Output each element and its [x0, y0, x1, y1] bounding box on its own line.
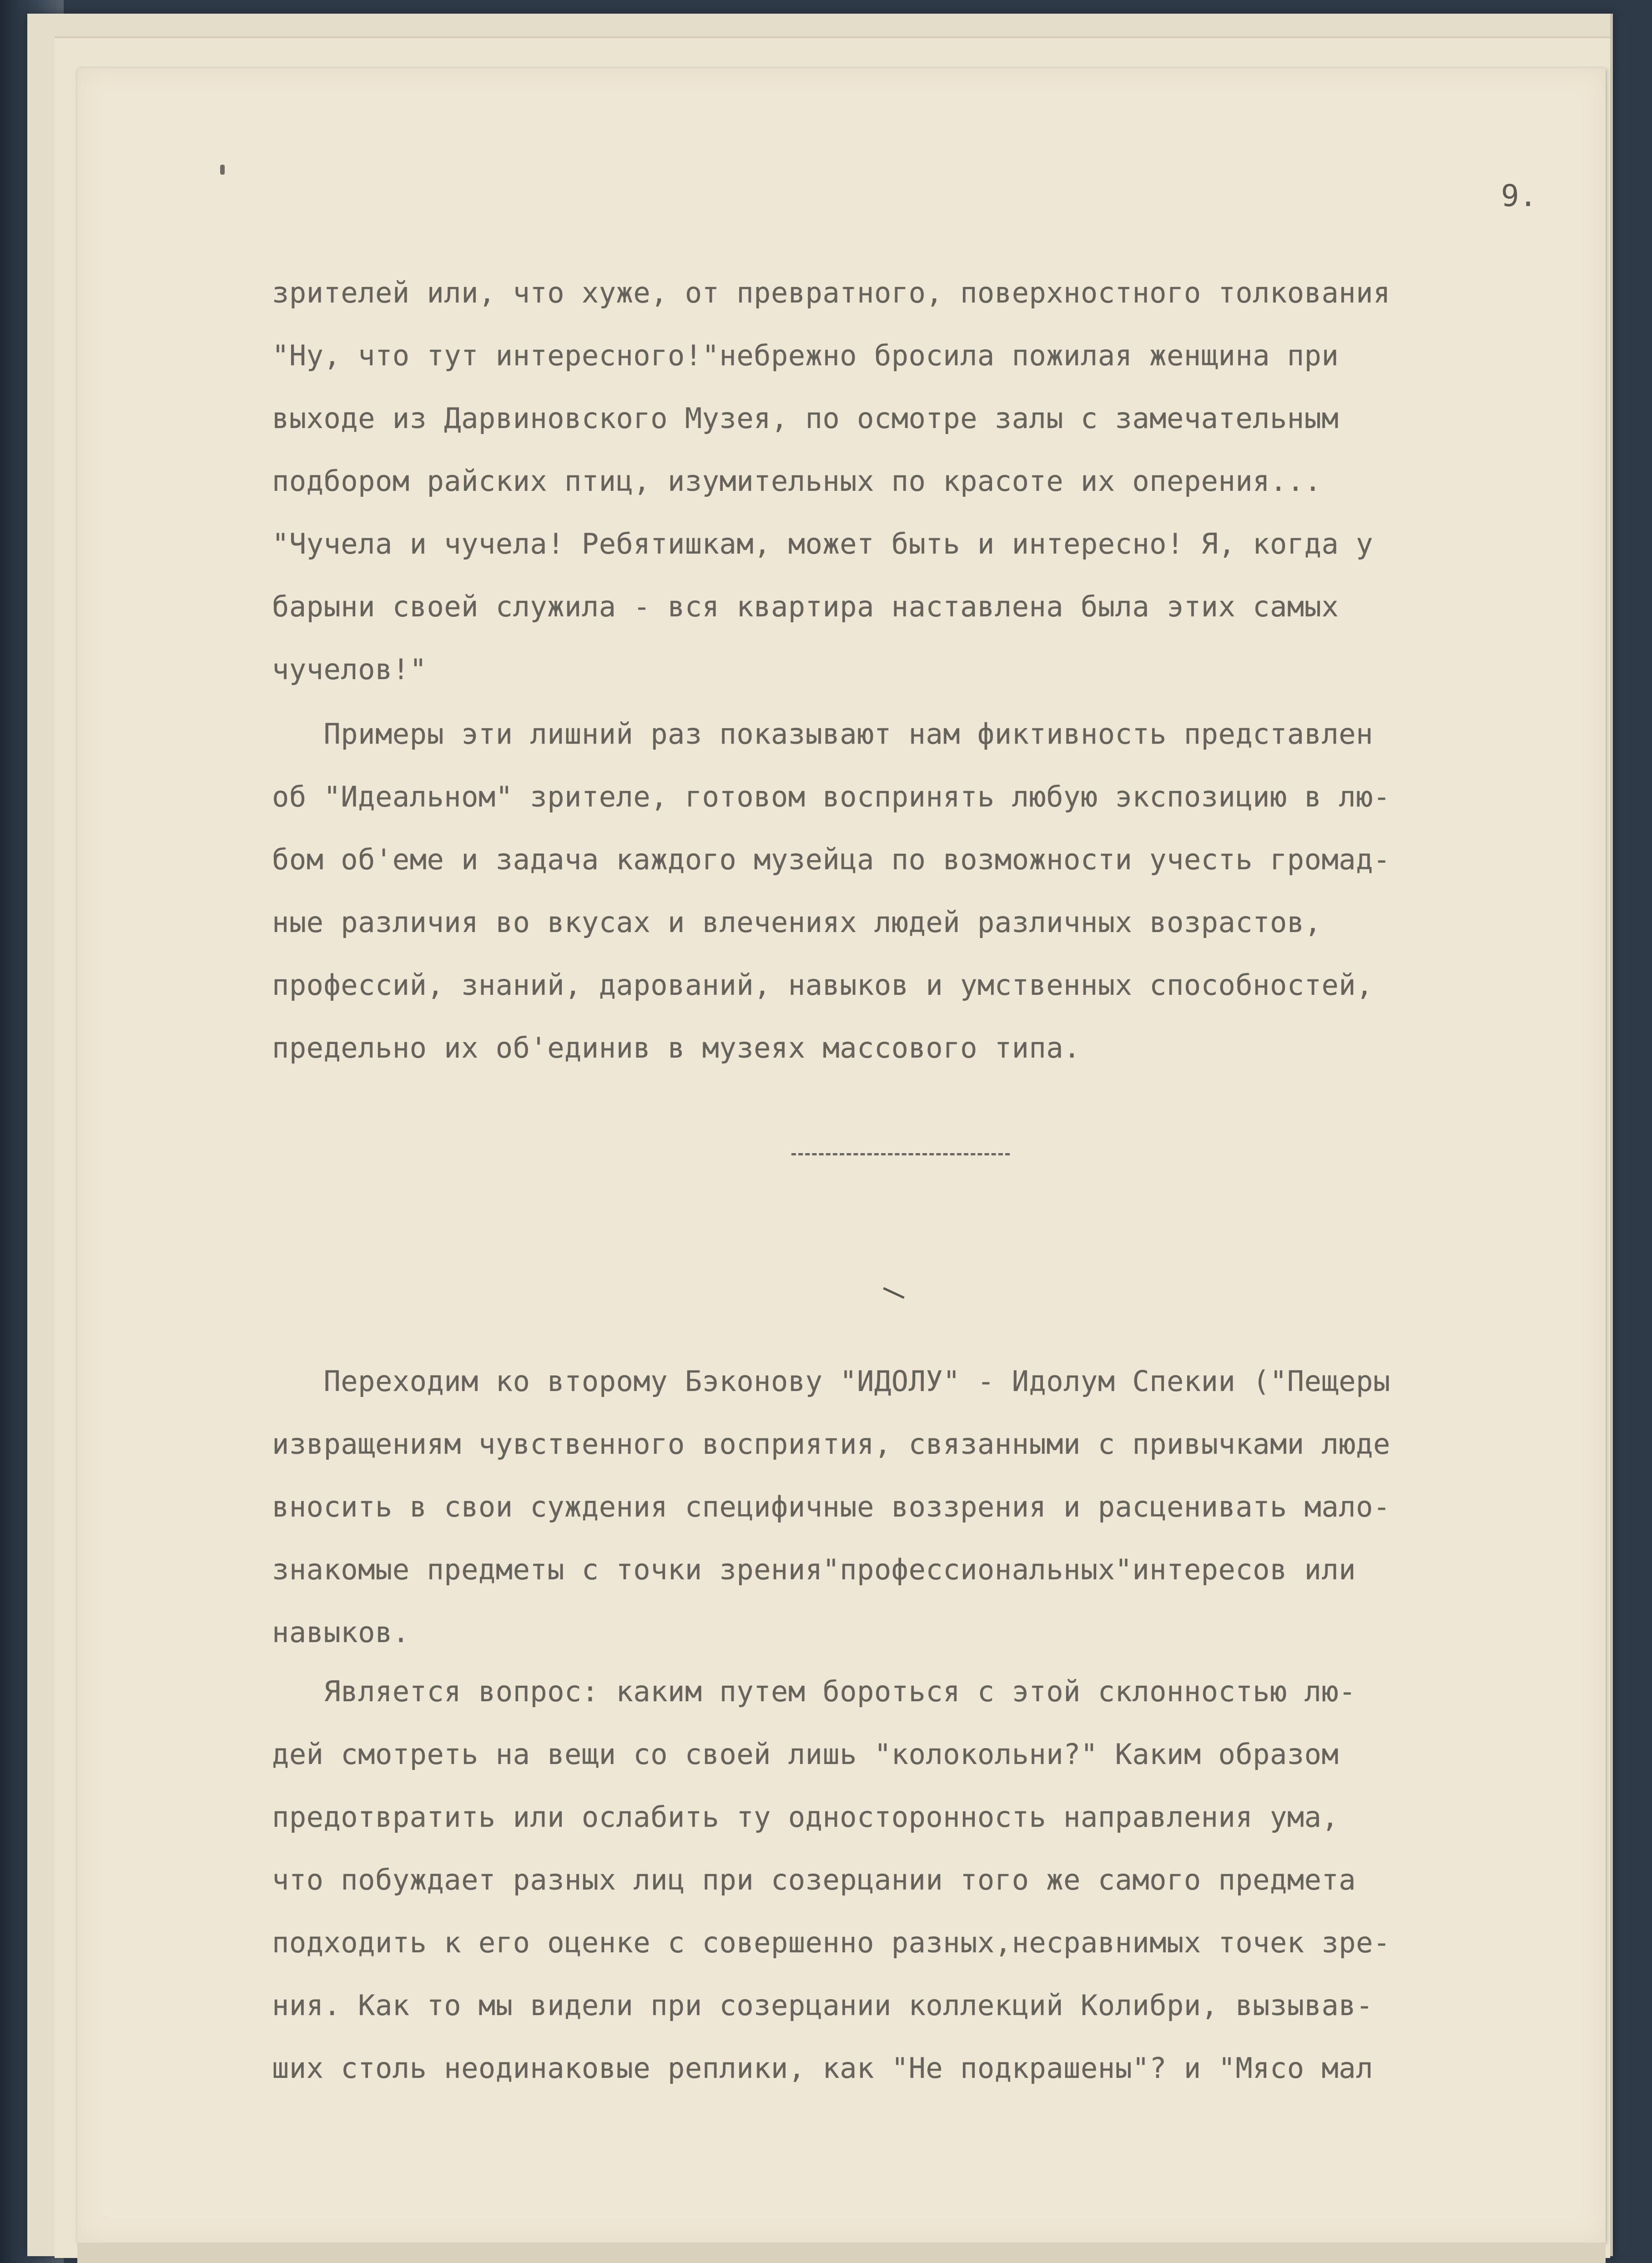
text-line: ния. Как то мы видели при созерцании коллекций Колибри, вызывав-	[272, 1989, 1373, 2022]
text-line: зрителей или, что хуже, от превратного, поверхностного толкования	[272, 276, 1390, 309]
text-line: Примеры эти лишний раз показывают нам фиктивность представлен	[272, 717, 1373, 751]
text-line: ные различия во вкусах и влечениях людей различных возрастов,	[272, 906, 1322, 939]
text-line: ших столь неодинаковые реплики, как "Не подкрашены"? и "Мясо мал	[272, 2051, 1373, 2085]
text-line: что побуждает разных лиц при созерцании того же самого предмета	[272, 1863, 1356, 1896]
text-line: подходить к его оценке с совершенно разных,несравнимых точек зре-	[272, 1926, 1390, 1959]
text-line: Переходим ко второму Бэконову "ИДОЛУ" - Идолум Спекии ("Пещеры	[272, 1365, 1390, 1398]
text-line: дей смотреть на вещи со своей лишь "колокольни?" Каким образом	[272, 1738, 1339, 1771]
text-line: барыни своей служила - вся квартира наставлена была этих самых	[272, 590, 1339, 623]
paragraph-3	[272, 1350, 1390, 1664]
ink-speck	[220, 165, 225, 175]
text-line: вносить в свои суждения специфичные воззрения и расценивать мало-	[272, 1490, 1390, 1523]
text-line: выходе из Дарвиновского Музея, по осмотре залы с замечательным	[272, 402, 1339, 435]
text-line: подбором райских птиц, изумительных по красоте их оперения...	[272, 464, 1322, 498]
paragraph-2	[272, 703, 1390, 1079]
paragraph-4	[272, 1660, 1390, 2100]
page-number: 9.	[1501, 178, 1537, 213]
text-line: предельно их об'единив в музеях массового типа.	[272, 1031, 1081, 1064]
text-line: об "Идеальном" зрителе, готовом воспринять любую экспозицию в лю-	[272, 780, 1390, 813]
page-bottom-edge	[77, 2243, 1606, 2263]
text-line: знакомые предметы с точки зрения"профессиональных"интересов или	[272, 1553, 1356, 1586]
section-separator	[791, 1153, 1010, 1155]
text-line: бом об'еме и задача каждого музейца по возможности учесть громад-	[272, 843, 1390, 876]
paragraph-1	[272, 262, 1390, 701]
text-line: "Ну, что тут интересного!"небрежно бросила пожилая женщина при	[272, 339, 1339, 372]
text-line: "Чучела и чучела! Ребятишкам, может быть и интересно! Я, когда у	[272, 527, 1373, 560]
text-line: предотвратить или ослабить ту односторонность направления ума,	[272, 1800, 1339, 1834]
text-line: извращениям чувственного восприятия, связанными с привычками люде	[272, 1427, 1390, 1461]
text-line: чучелов!"	[272, 653, 427, 686]
text-line: профессий, знаний, дарований, навыков и умственных способностей,	[272, 968, 1373, 1002]
text-line: навыков.	[272, 1616, 410, 1649]
text-line: Является вопрос: каким путем бороться с этой склонностью лю-	[272, 1675, 1356, 1708]
